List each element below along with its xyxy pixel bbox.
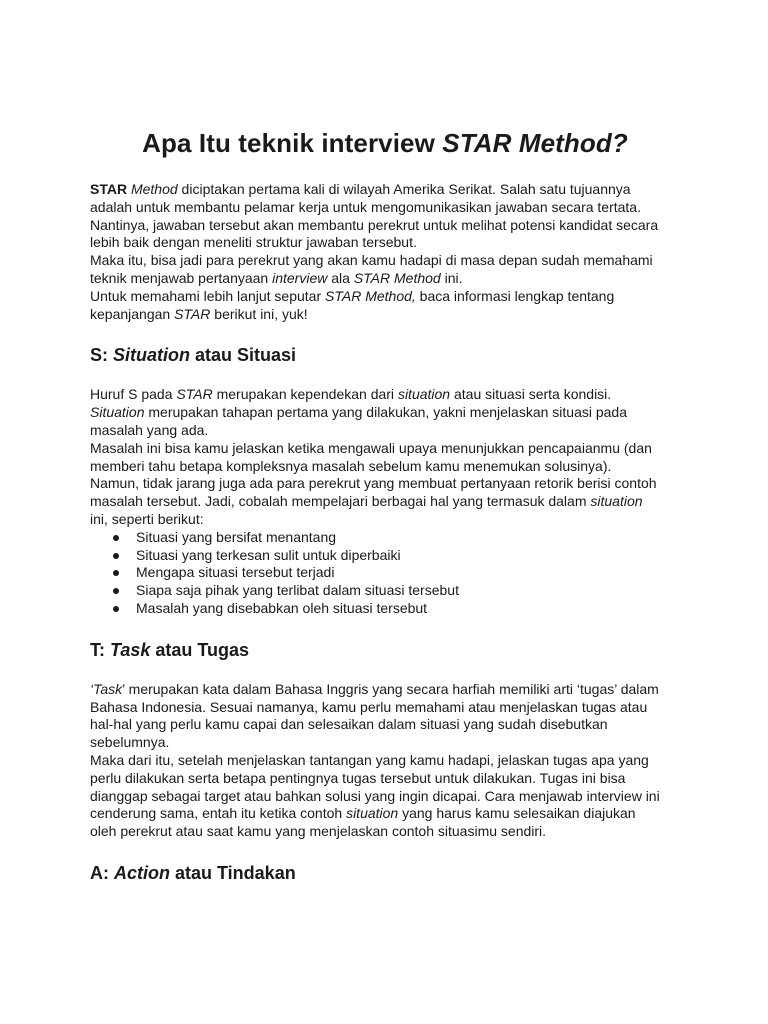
article-content [90,128,660,904]
situation-paragraph-1: Huruf S pada STAR merupakan kependekan dari situation atau situasi serta kondisi. Situation merupakan tahapan pertama yang dilakukan, yakni menjelaskan situasi pada masalah yang ada. [90,386,628,438]
intro-paragraph-1: STAR Method diciptakan pertama kali di wilayah Amerika Serikat. Salah satu tujuannya adalah untuk membantu pelamar kerja untuk mengomunikasikan jawaban secara tertata. Nantinya, jawaban tersebut akan membantu perekrut untuk melihat potensi kandidat secara lebih baik dengan meneliti struktur jawaban tersebut. [90,181,659,251]
task-section [90,640,660,841]
list-item: Situasi yang terkesan sulit untuk diperbaiki [90,547,660,565]
action-section [90,863,660,884]
page-title: Apa Itu teknik interview STAR Method? [142,128,628,158]
situation-bullet-list [90,529,660,618]
list-item: Masalah yang disebabkan oleh situasi tersebut [90,600,660,618]
bullet-icon [113,535,119,541]
task-heading: T: Task atau Tugas [90,639,250,660]
intro-paragraph-3: Untuk memahami lebih lanjut seputar STAR Method, baca informasi lengkap tentang kepanjangan STAR berikut ini, yuk! [90,287,615,322]
situation-heading: S: Situation atau Situasi [90,345,297,366]
bullet-icon [113,588,119,594]
list-item: Situasi yang bersifat menantang [90,529,660,547]
situation-section [90,345,660,617]
task-paragraph-2: Maka dari itu, setelah menjelaskan tantangan yang kamu hadapi, jelaskan tugas apa yang perlu dilakukan serta betapa pentingnya tugas tersebut untuk dilakukan. Tugas ini bisa dianggap sebagai target atau bahkan solusi yang ingin dicapai. Cara menjawab interview ini cenderung sama, entah itu ketika contoh situation yang harus kamu selesaikan diajukan oleh perekrut atau saat kamu yang menjelaskan contoh situasimu sendiri. [90,751,660,840]
list-item: Siapa saja pihak yang terlibat dalam situasi tersebut [90,582,660,600]
intro-section [90,181,660,323]
intro-paragraph-2: Maka itu, bisa jadi para perekrut yang akan kamu hadapi di masa depan sudah memahami teknik menjawab pertanyaan interview ala STAR Method ini. [90,252,653,286]
bullet-icon [113,570,119,576]
task-paragraph-1: ‘Task’ merupakan kata dalam Bahasa Inggris yang secara harfiah memiliki arti ‘tugas’ dalam Bahasa Indonesia. Sesuai namanya, kamu perlu memahami atau menjelaskan tugas atau hal-hal yang perlu kamu capai dan selesaikan dalam situasi yang sudah disebutkan sebelumnya. [90,680,659,751]
bullet-icon [113,553,119,559]
bullet-icon [113,606,119,612]
action-heading: A: Action atau Tindakan [90,862,296,883]
list-item: Mengapa situasi tersebut terjadi [90,564,660,582]
situation-paragraph-2: Masalah ini bisa kamu jelaskan ketika mengawali upaya menunjukkan pencapaianmu (dan memberi tahu betapa kompleksnya masalah sebelum kamu menemukan solusinya). Namun, tidak jarang juga ada para perekrut yang membuat pertanyaan retorik berisi contoh masalah tersebut. Jadi, cobalah mempelajari berbagai hal yang termasuk dalam situation ini, seperti berikut: [90,439,657,527]
